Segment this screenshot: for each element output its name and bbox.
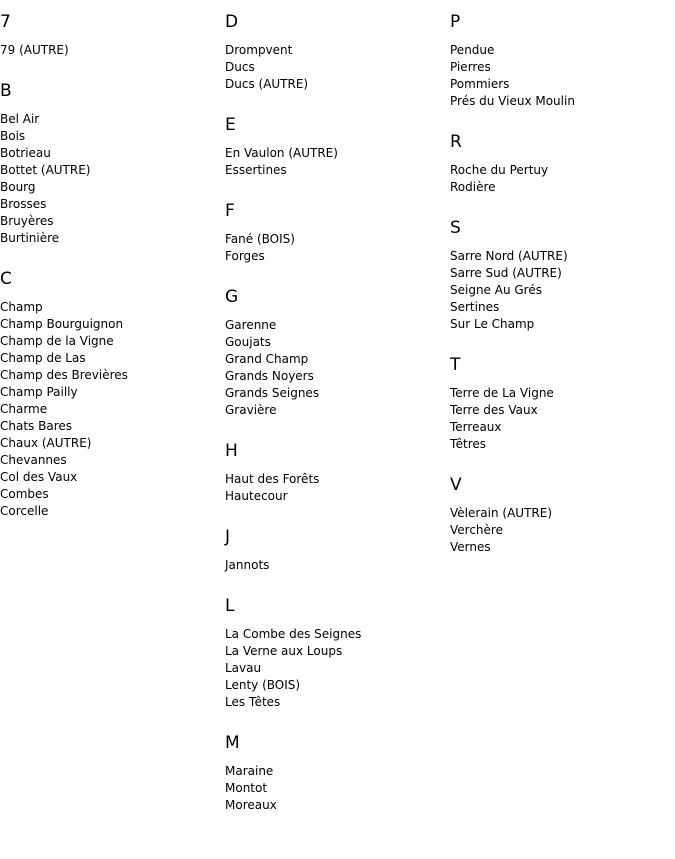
place-list [225, 626, 445, 711]
place-list [225, 557, 445, 574]
place-link[interactable]: La Combe des Seignes [225, 627, 362, 641]
place-link[interactable]: Hautecour [225, 489, 288, 503]
letter-group [450, 132, 670, 196]
place-link[interactable]: Bottet (AUTRE) [0, 163, 91, 177]
letter-heading: S [450, 218, 461, 238]
place-link[interactable]: Drompvent [225, 43, 293, 57]
place-link[interactable]: Montot [225, 781, 268, 795]
index-column-2 [225, 0, 445, 836]
letter-group [0, 81, 220, 247]
place-link[interactable]: Brosses [0, 197, 47, 211]
place-link[interactable]: 79 (AUTRE) [0, 43, 69, 57]
letter-heading: M [225, 733, 240, 753]
place-link[interactable]: Goujats [225, 335, 271, 349]
place-link[interactable]: Ducs (AUTRE) [225, 77, 309, 91]
place-link[interactable]: Sertines [450, 300, 500, 314]
place-link[interactable]: Combes [0, 487, 49, 501]
letter-group [225, 12, 445, 93]
place-link[interactable]: Champ des Brevières [0, 368, 128, 382]
letter-group [450, 12, 670, 110]
letter-heading: J [225, 527, 231, 547]
index-column-1 [0, 0, 220, 542]
place-link[interactable]: La Verne aux Loups [225, 644, 343, 658]
place-link[interactable]: Terreaux [450, 420, 502, 434]
place-link[interactable]: Sarre Nord (AUTRE) [450, 249, 568, 263]
place-list [0, 299, 220, 520]
place-link[interactable]: Grands Seignes [225, 386, 320, 400]
place-link[interactable]: Lenty (BOIS) [225, 678, 301, 692]
place-link[interactable]: Moreaux [225, 798, 277, 812]
place-link[interactable]: Rodière [450, 180, 496, 194]
place-link[interactable]: Pendue [450, 43, 495, 57]
place-link[interactable]: Bourg [0, 180, 36, 194]
letter-heading: V [450, 475, 462, 495]
place-link[interactable]: Roche du Pertuy [450, 163, 549, 177]
place-link[interactable]: Lavau [225, 661, 262, 675]
place-list [450, 162, 670, 196]
place-list [225, 145, 445, 179]
place-link[interactable]: Vèlerain (AUTRE) [450, 506, 553, 520]
letter-heading: F [225, 201, 235, 221]
letter-group [225, 596, 445, 711]
place-link[interactable]: Pommiers [450, 77, 510, 91]
place-list [225, 471, 445, 505]
place-link[interactable]: Charme [0, 402, 48, 416]
place-link[interactable]: Champ Pailly [0, 385, 78, 399]
place-link[interactable]: Têtres [450, 437, 487, 451]
place-link[interactable]: Sur Le Champ [450, 317, 535, 331]
place-list [225, 763, 445, 814]
place-link[interactable]: Garenne [225, 318, 277, 332]
letter-heading: R [450, 132, 462, 152]
letter-heading: T [450, 355, 461, 375]
place-link[interactable]: Ducs [225, 60, 255, 74]
place-link[interactable]: Haut des Forêts [225, 472, 320, 486]
place-link[interactable]: Prés du Vieux Moulin [450, 94, 575, 108]
letter-group [0, 269, 220, 520]
letter-heading: 7 [0, 12, 11, 32]
place-link[interactable]: Terre de La Vigne [450, 386, 554, 400]
place-link[interactable]: Pierres [450, 60, 491, 74]
letter-group [225, 287, 445, 419]
letter-heading: D [225, 12, 239, 32]
place-link[interactable]: Chats Bares [0, 419, 72, 433]
letter-heading: P [450, 12, 461, 32]
letter-heading: E [225, 115, 236, 135]
letter-group [225, 733, 445, 814]
place-link[interactable]: Champ [0, 300, 43, 314]
place-list [0, 42, 220, 59]
index-column-3 [450, 0, 670, 578]
letter-heading: H [225, 441, 238, 461]
place-link[interactable]: Les Têtes [225, 695, 281, 709]
place-link[interactable]: Grands Noyers [225, 369, 314, 383]
letter-group [225, 201, 445, 265]
letter-group [225, 441, 445, 505]
place-link[interactable]: Champ de la Vigne [0, 334, 114, 348]
place-link[interactable]: Col des Vaux [0, 470, 78, 484]
place-link[interactable]: Champ de Las [0, 351, 86, 365]
letter-heading: G [225, 287, 239, 307]
letter-group [450, 475, 670, 556]
place-link[interactable]: Maraine [225, 764, 274, 778]
letter-heading: C [0, 269, 12, 289]
place-link[interactable]: Corcelle [0, 504, 49, 518]
place-link[interactable]: Verchère [450, 523, 503, 537]
place-list [450, 248, 670, 333]
place-list [450, 505, 670, 556]
place-link[interactable]: Forges [225, 249, 265, 263]
place-link[interactable]: Essertines [225, 163, 287, 177]
place-link[interactable]: En Vaulon (AUTRE) [225, 146, 338, 160]
place-link[interactable]: Sarre Sud (AUTRE) [450, 266, 562, 280]
letter-group [225, 115, 445, 179]
place-link[interactable]: Chevannes [0, 453, 67, 467]
place-list [225, 42, 445, 93]
place-list [0, 111, 220, 247]
place-list [450, 42, 670, 110]
place-link[interactable]: Champ Bourguignon [0, 317, 124, 331]
place-link[interactable]: Bruyères [0, 214, 54, 228]
letter-heading: L [225, 596, 235, 616]
place-list [225, 317, 445, 419]
place-list [225, 231, 445, 265]
letter-group [225, 527, 445, 574]
place-link[interactable]: Jannots [225, 558, 270, 572]
place-link[interactable]: Bel Air [0, 112, 40, 126]
place-link[interactable]: Vernes [450, 540, 491, 554]
place-link[interactable]: Gravière [225, 403, 277, 417]
place-link[interactable]: Grand Champ [225, 352, 309, 366]
place-link[interactable]: Seigne Au Grés [450, 283, 542, 297]
letter-group [450, 218, 670, 333]
place-link[interactable]: Bois [0, 129, 26, 143]
place-link[interactable]: Chaux (AUTRE) [0, 436, 92, 450]
letter-heading: B [0, 81, 12, 101]
place-link[interactable]: Burtinière [0, 231, 60, 245]
letter-group [450, 355, 670, 453]
place-list [450, 385, 670, 453]
place-link[interactable]: Botrieau [0, 146, 51, 160]
place-link[interactable]: Terre des Vaux [450, 403, 538, 417]
place-link[interactable]: Fané (BOIS) [225, 232, 295, 246]
letter-group [0, 12, 220, 59]
